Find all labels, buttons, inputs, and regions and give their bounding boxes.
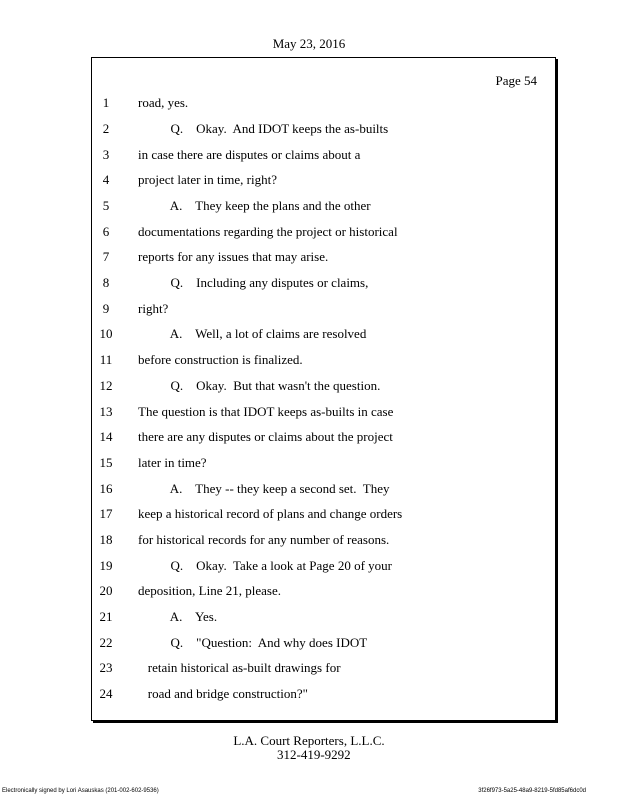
line-number: 9 [102,301,110,316]
line-number: 4 [102,172,110,187]
line-number: 12 [99,378,113,393]
line-number: 23 [99,660,113,675]
document-id: 3f26f973-5a25-48a9-8219-5fd85af6dc0d [478,788,586,794]
line-text: road and bridge construction?" [138,686,308,701]
line-number: 11 [99,352,113,367]
header-date: May 23, 2016 [272,36,346,51]
line-number: 15 [99,455,113,470]
line-number: 18 [99,532,113,547]
line-text: Q. Okay. And IDOT keeps the as-builts [138,121,389,136]
reporter-phone: 312-419-9292 [277,747,351,762]
line-text: in case there are disputes or claims about a [138,147,361,162]
line-text: documentations regarding the project or historical [138,224,398,239]
line-number: 16 [99,481,113,496]
line-text: A. They keep the plans and the other [138,198,371,213]
line-text: road, yes. [138,95,189,110]
line-text: A. Yes. [138,609,218,624]
line-text: before construction is finalized. [138,352,303,367]
line-number: 6 [102,224,110,239]
line-text: keep a historical record of plans and change orders [138,506,403,521]
line-text: project later in time, right? [138,172,277,187]
line-text: A. Well, a lot of claims are resolved [138,326,367,341]
line-number: 21 [99,609,113,624]
line-text: later in time? [138,455,207,470]
line-number: 2 [102,121,110,136]
line-text: for historical records for any number of reasons. [138,532,390,547]
line-text: deposition, Line 21, please. [138,583,281,598]
line-number: 14 [99,429,113,444]
line-text: right? [138,301,169,316]
line-text: Q. Okay. But that wasn't the question. [138,378,381,393]
line-text: Q. Including any disputes or claims, [138,275,369,290]
line-number: 17 [99,506,113,521]
line-text: there are any disputes or claims about the project [138,429,393,444]
line-number: 10 [99,326,113,341]
line-number: 22 [99,635,113,650]
line-number: 24 [99,686,113,701]
transcript-page [91,57,556,721]
line-text: Q. "Question: And why does IDOT [138,635,368,650]
line-number: 8 [102,275,110,290]
page-number: Page 54 [495,73,537,88]
line-text: reports for any issues that may arise. [138,249,329,264]
line-text: retain historical as-built drawings for [138,660,341,675]
line-text: The question is that IDOT keeps as-builts in case [138,404,394,419]
line-number: 20 [99,583,113,598]
line-number: 7 [102,249,110,264]
line-number: 13 [99,404,113,419]
line-text: Q. Okay. Take a look at Page 20 of your [138,558,392,573]
reporter-company: L.A. Court Reporters, L.L.C. [233,733,385,748]
line-number: 5 [102,198,110,213]
line-number: 3 [102,147,110,162]
electronic-signature: Electronically signed by Lori Asauskas (201-002-602-9536) [2,788,159,794]
line-number: 19 [99,558,113,573]
line-text: A. They -- they keep a second set. They [138,481,390,496]
line-number: 1 [102,95,110,110]
